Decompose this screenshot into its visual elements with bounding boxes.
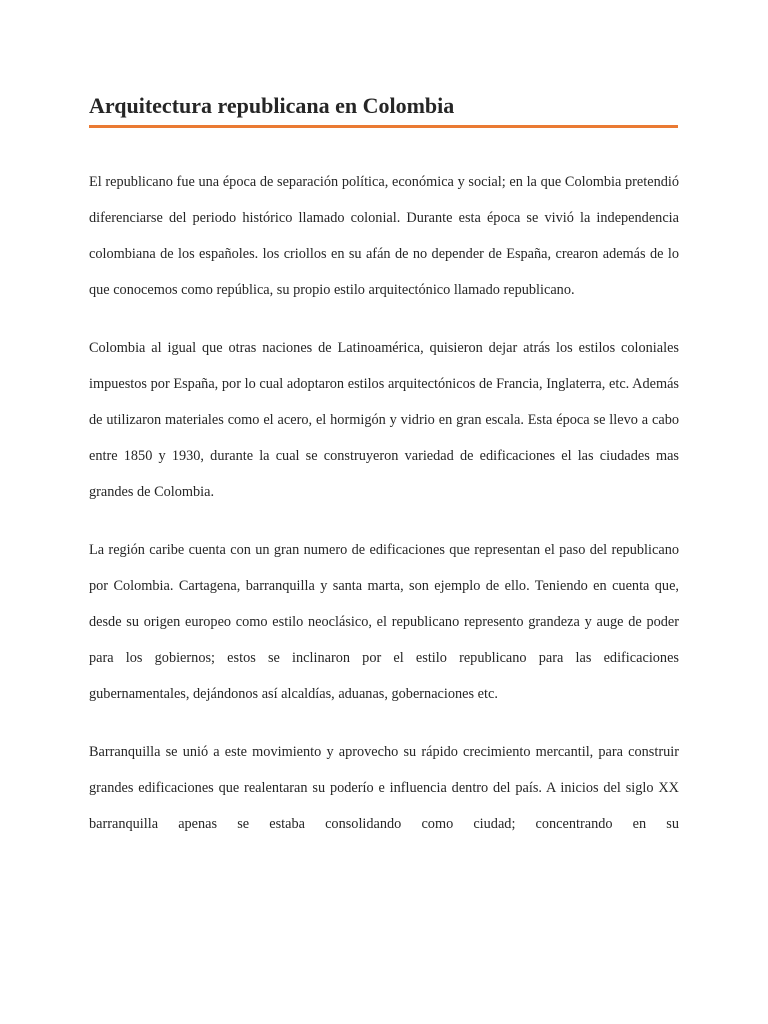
paragraph-4: Barranquilla se unió a este movimiento y aprovecho su rápido crecimiento mercantil, para construir grandes edificaciones que realentaran su poderío e influencia dentro del país. A inicios del siglo XX barranquilla apenas se estaba consolidando como ciudad; concentrando en su	[89, 744, 679, 832]
title-underline-divider	[89, 125, 678, 128]
page-title: Arquitectura republicana en Colombia	[89, 93, 455, 118]
paragraph-1: El republicano fue una época de separación política, económica y social; en la que Colombia pretendió diferenciarse del periodo histórico llamado colonial. Durante esta época se vivió la independencia colombiana de los españoles. los criollos en su afán de no depender de España, crearon además de lo que conocemos como república, su propio estilo arquitectónico llamado republicano.	[89, 174, 679, 298]
paragraph-3: La región caribe cuenta con un gran numero de edificaciones que representan el paso del republicano por Colombia. Cartagena, barranquilla y santa marta, son ejemplo de ello. Teniendo en cuenta que, desde su origen europeo como estilo neoclásico, el republicano represento grandeza y auge de poder para los gobiernos; estos se inclinaron por el estilo republicano para las edificaciones gubernamentales, dejándonos así alcaldías, aduanas, gobernaciones etc.	[89, 542, 679, 702]
paragraph-2: Colombia al igual que otras naciones de Latinoamérica, quisieron dejar atrás los estilos coloniales impuestos por España, por lo cual adoptaron estilos arquitectónicos de Francia, Inglaterra, etc. Además de utilizaron materiales como el acero, el hormigón y vidrio en gran escala. Esta época se llevo a cabo entre 1850 y 1930, durante la cual se construyeron variedad de edificaciones el las ciudades mas grandes de Colombia.	[89, 340, 679, 500]
document-body	[89, 164, 679, 864]
